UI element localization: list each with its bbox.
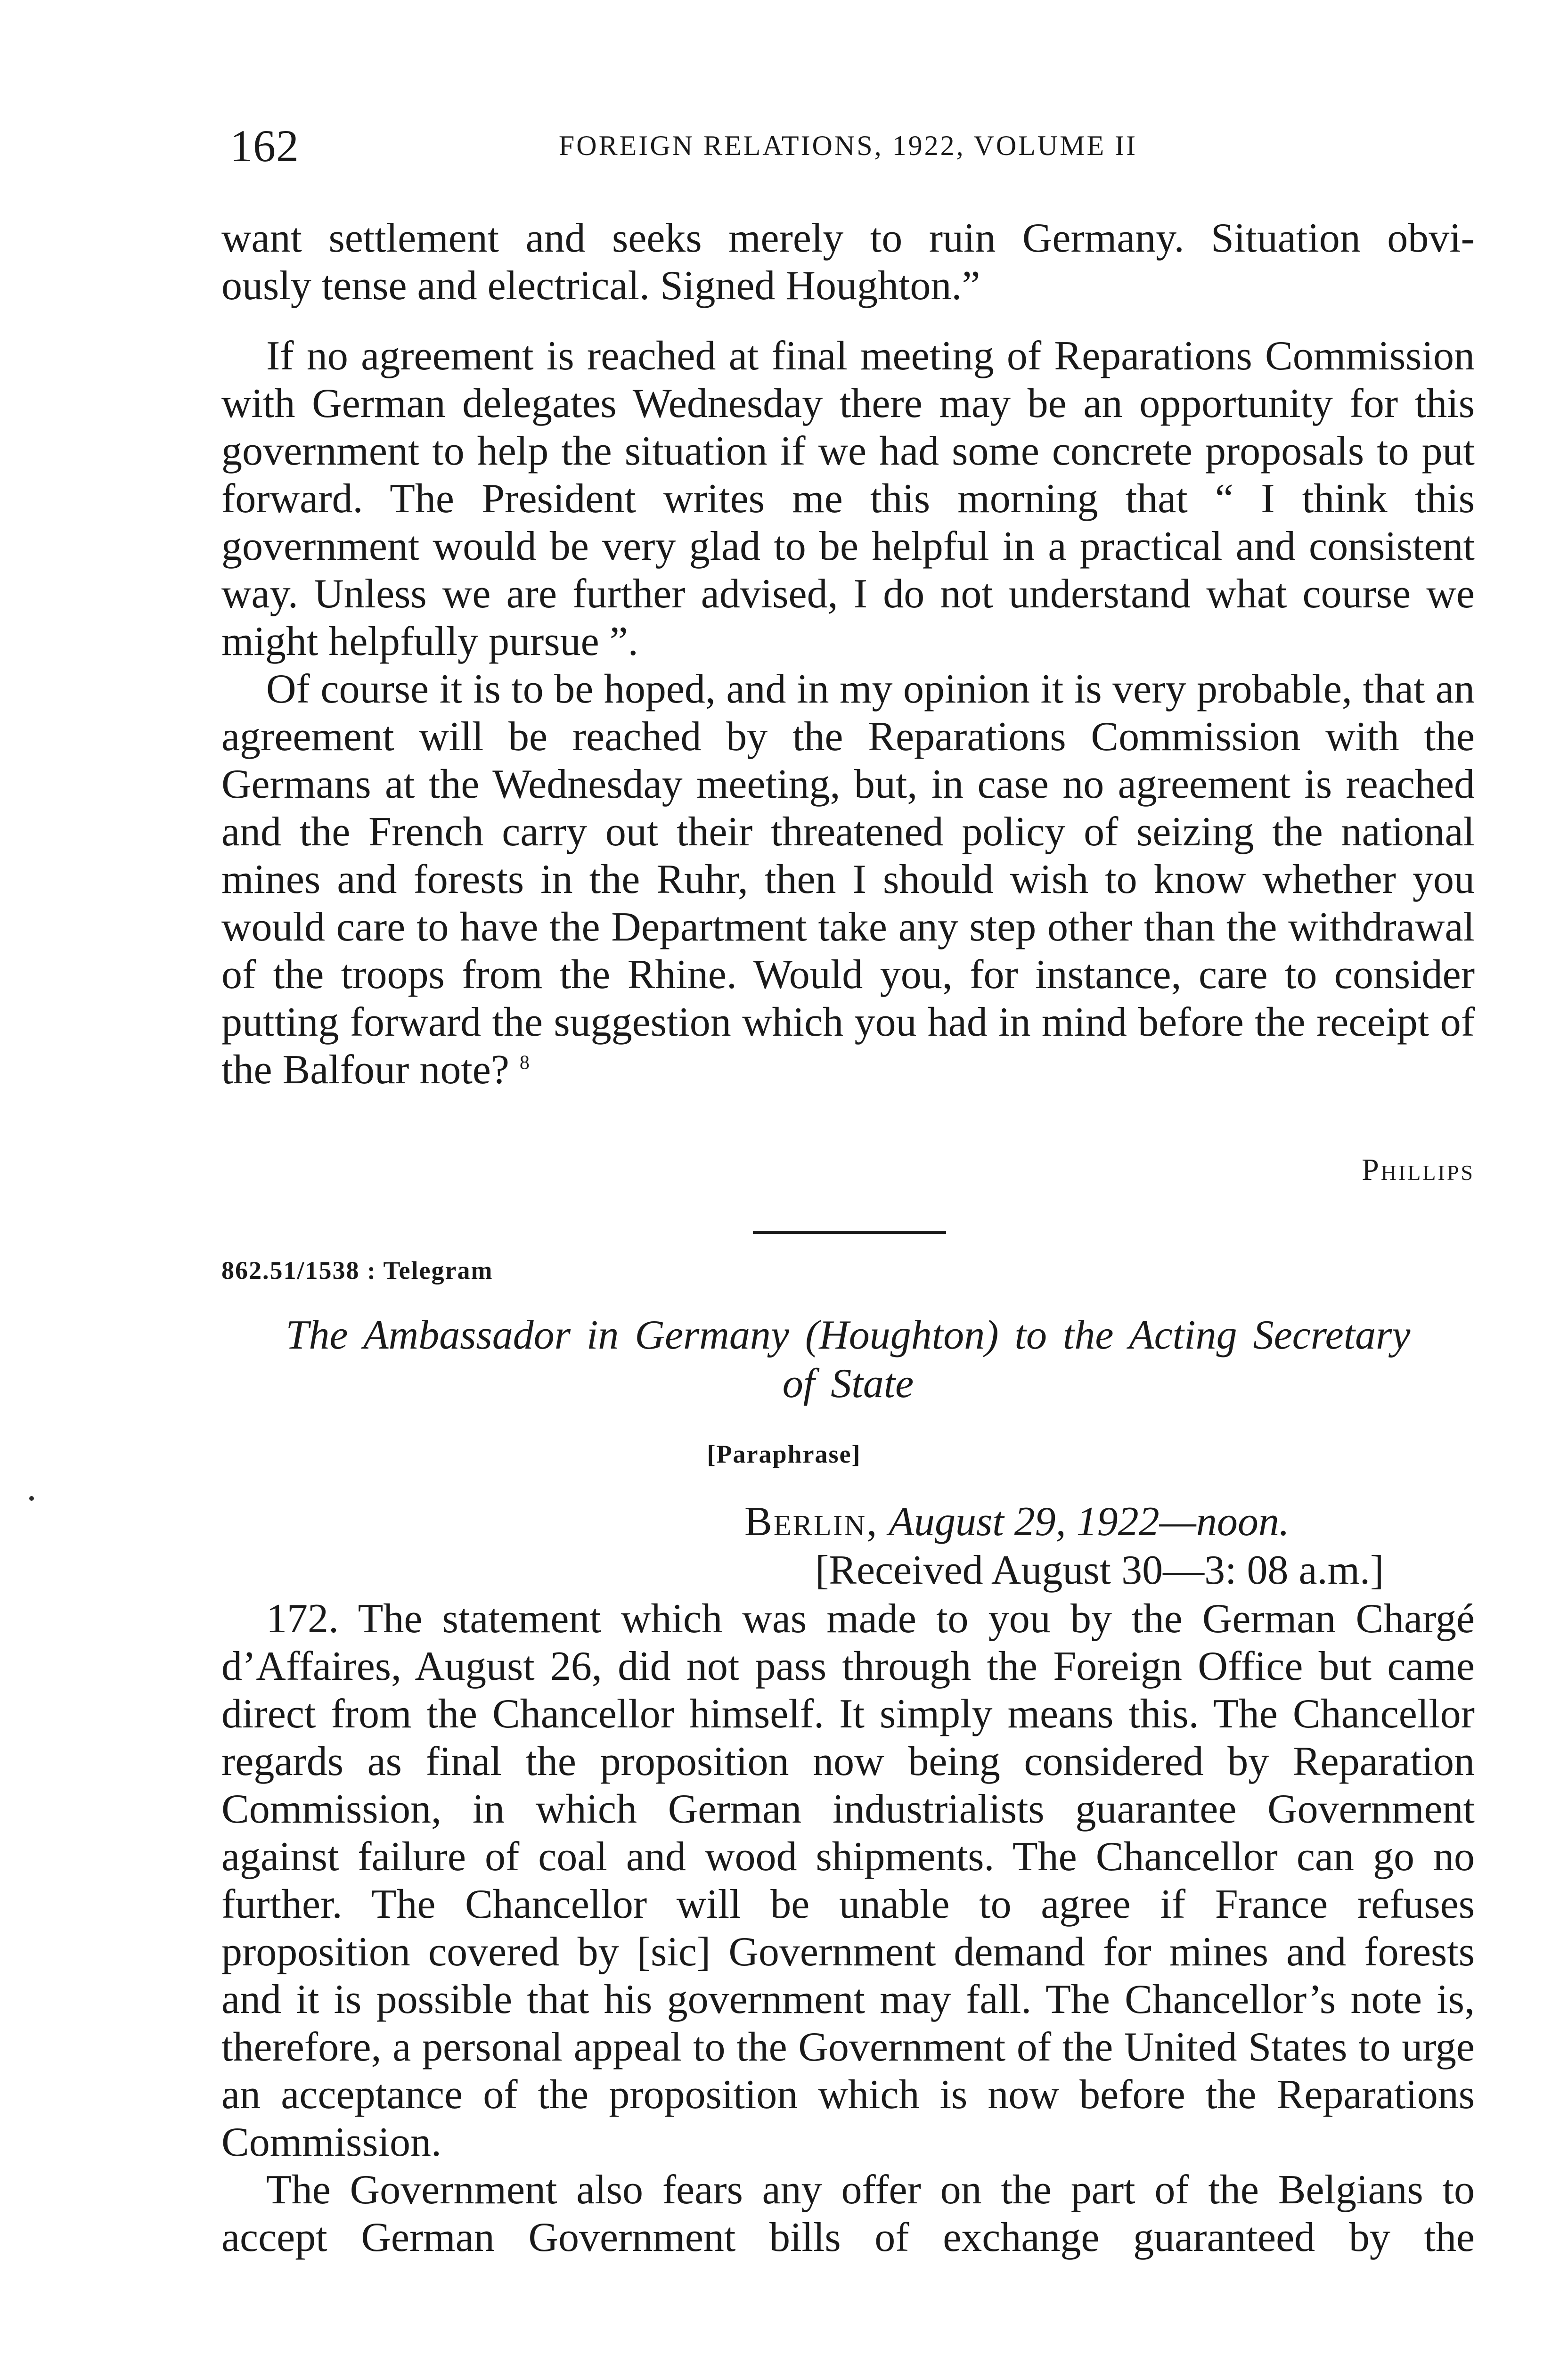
continuation-line-1: want settlement and seeks merely to ruin Germany. Situation obvi-	[221, 215, 1475, 261]
heading-line-1: The Ambassador in Germany (Houghton) to the Acting Secretary	[286, 1312, 1411, 1358]
signature: Phillips	[1362, 1153, 1475, 1187]
letter-paragraph-1: If no agreement is reached at final meeting of Reparations Commission with German delegates Wednesday there may be an opportunity for this government to help the situation if we had some concrete proposals to put forward. The President writes me this morning that “ I think this government would be very glad to be helpful in a practical and consistent way. Unless we are further advised, I do not understand what course we might helpfully pursue ”.	[221, 333, 1475, 664]
dateline-place: Berlin,	[744, 1499, 879, 1545]
dateline	[744, 1497, 1290, 1546]
letter-paragraph-2	[221, 665, 1475, 1094]
continuation-text	[221, 214, 1475, 310]
letter-body	[221, 332, 1475, 1094]
telegram-paragraph-1: 172. The statement which was made to you by the German Chargé d’Affaires, August 26, did not pass through the Foreign Office but came direct from the Chancellor himself. It simply means this. The Chancellor regards as final the proposition now being considered by Reparation Commission, in which German industrialists guarantee Government against failure of coal and wood shipments. The Chancellor can go no further. The Chancellor will be unable to agree if France refuses proposition covered by [sic] Government demand for mines and forests and it is possible that his government may fall. The Chancellor’s note is, therefore, a personal appeal to the Government of the United States to urge an acceptance of the proposition which is now before the Reparations Commission.	[221, 1596, 1475, 2165]
section-divider	[753, 1231, 946, 1234]
letter-paragraph-2-text: Of course it is to be hoped, and in my opinion it is very probable, that an agreement will be reached by the Reparations Commission with the Germans at the Wednesday meeting, but, in case no agreement is reached and the French carry out their threatened policy of seizing the national mines and forests in the Ruhr, then I should wish to know whether you would care to have the Department take any step other than the withdrawal of the troops from the Rhine. Would you, for instance, care to consider putting forward the suggestion which you had in mind before the receipt of the Balfour note?	[221, 666, 1475, 1093]
running-head: FOREIGN RELATIONS, 1922, VOLUME II	[558, 130, 1138, 161]
telegram-paragraph-2: The Government also fears any offer on the part of the Belgians to accept German Government bills of exchange guaranteed by the	[221, 2167, 1475, 2260]
paraphrase-label: [Paraphrase]	[707, 1440, 861, 1468]
file-reference: 862.51/1538 : Telegram	[221, 1256, 493, 1284]
document-heading	[221, 1311, 1475, 1408]
scan-speck	[29, 1496, 34, 1501]
page-header	[221, 120, 1475, 172]
dateline-date: August 29, 1922—noon.	[889, 1499, 1290, 1545]
page-number: 162	[230, 121, 299, 171]
continuation-line-2: ously tense and electrical. Signed Houghton.”	[221, 263, 980, 309]
heading-line-2: of State	[782, 1361, 914, 1407]
telegram-body	[221, 1595, 1475, 2261]
received-note: [Received August 30—3: 08 a.m.]	[815, 1547, 1384, 1593]
footnote-reference: 8	[519, 1052, 530, 1074]
